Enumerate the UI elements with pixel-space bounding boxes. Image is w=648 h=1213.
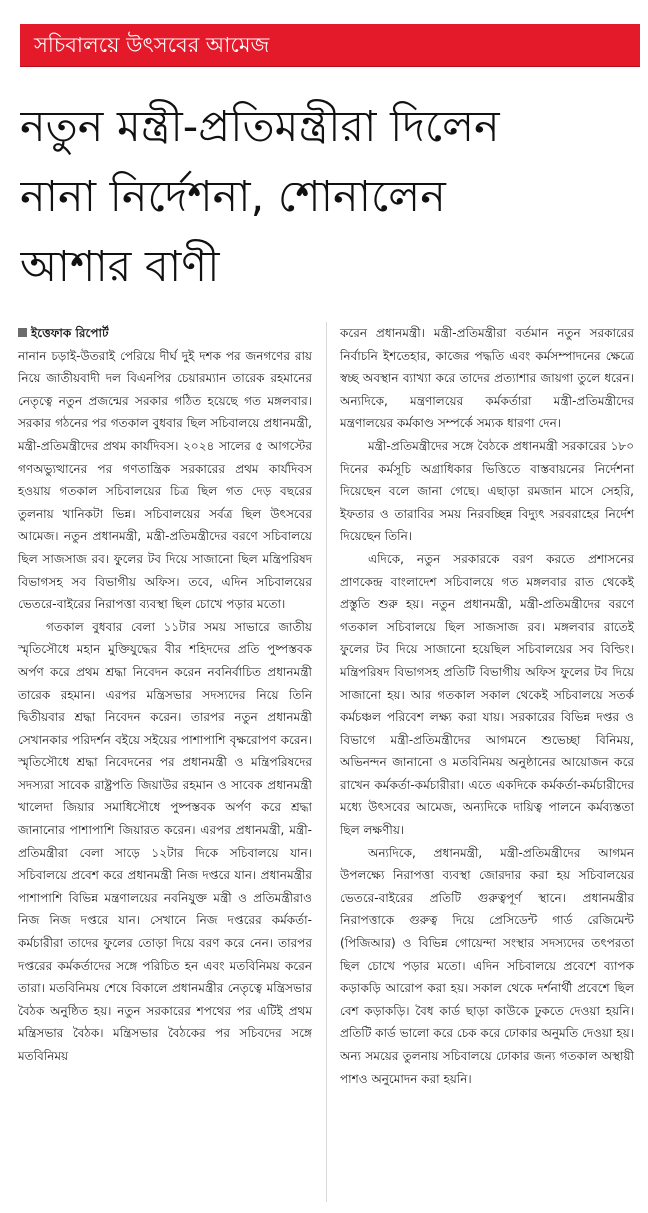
section-label: সচিবালয়ে উৎসবের আমেজ bbox=[34, 33, 270, 57]
column-divider bbox=[326, 322, 327, 1202]
byline-text: ইত্তেফাক রিপোর্ট bbox=[31, 326, 109, 340]
right-paragraph-2: মন্ত্রী-প্রতিমন্ত্রীদের সঙ্গে বৈঠকে প্রধানমন্ত্রী সরকারের ১৮০ দিনের কর্মসূচি অগ্রাধিকার ভিত্তিতে বাস্তবায়নের নির্দেশনা দিয়েছেন বলে জানা গেছে। এছাড়া রমজান মাসে সেহরি, ইফতার ও তারাবির সময় নিরবচ্ছিন্ন বিদ্যুৎ সরবরাহের নির্দেশ দিয়েছেন তিনি। bbox=[340, 438, 634, 544]
right-paragraph-1: করেন প্রধানমন্ত্রী। মন্ত্রী-প্রতিমন্ত্রীরা বর্তমান নতুন সরকারের নির্বাচনি ইশতেহার, কাজের পদ্ধতি এবং কর্মসম্পাদনের ক্ষেত্রে স্বচ্ছ অবস্থান ব্যাখ্যা করে তাদের প্রত্যাশার জায়গা তুলে ধরেন। অন্যদিকে, মন্ত্রণালয়ের কর্মকর্তারা মন্ত্রী-প্রতিমন্ত্রীদের মন্ত্রণালয়ের কর্মকাণ্ড সম্পর্কে সম্যক ধারণা দেন। bbox=[340, 326, 634, 431]
right-paragraph-4: অন্যদিকে, প্রধানমন্ত্রী, মন্ত্রী-প্রতিমন্ত্রীদের আগমন উপলক্ষ্যে নিরাপত্তা ব্যবস্থা জোরদার করা হয় সচিবালয়ের ভেতরে-বাইরের প্রতিটি গুরুত্বপূর্ণ স্থানে। প্রধানমন্ত্রীর নিরাপত্তাকে গুরুত্ব দিয়ে প্রেসিডেন্ট গার্ড রেজিমেন্ট (পিজিআর) ও বিভিন্ন গোয়েন্দা সংস্থার সদস্যদের তৎপরতা ছিল চোখে পড়ার মতো। এদিন সচিবালয়ে প্রবেশে ব্যাপক কড়াকড়ি আরোপ করা হয়। সকাল থেকে দর্শনার্থী প্রবেশে ছিল বেশ কড়াকড়ি। বৈধ কার্ড ছাড়া কাউকে ঢুকতে দেওয়া হয়নি। প্রতিটি কার্ড ভালো করে চেক করে ঢোকার অনুমতি দেওয়া হয়। অন্য সময়ের তুলনায় সচিবালয়ে ঢোকার জন্য গতকাল অস্থায়ী পাশও অনুমোদন করা হয়নি। bbox=[340, 845, 634, 1086]
left-paragraph-1: নানান চড়াই-উতরাই পেরিয়ে দীর্ঘ দুই দশক পর জনগণের রায় নিয়ে জাতীয়বাদী দল বিএনপির চেয়ারম্যান তারেক রহমানের নেতৃত্বে নতুন প্রজন্মের সরকার গঠিত হয়েছে গত মঙ্গলবার। সরকার গঠনের পর গতকাল বুধবার ছিল সচিবালয়ে প্রধানমন্ত্রী, মন্ত্রী-প্রতিমন্ত্রীদের প্রথম কার্যদিবস। ২০২৪ সালের ৫ আগস্টের গণঅভ্যুত্থানের পর গণতান্ত্রিক সরকারের প্রথম কার্যদিবস হওয়ায় গতকাল সচিবালয়ের চিত্র ছিল গত দেড় বছরের তুলনায় খানিকটা ভিন্ন। সচিবালয়ের সর্বত্র ছিল উৎসবের আমেজ। নতুন প্রধানমন্ত্রী, মন্ত্রী-প্রতিমন্ত্রীদের বরণে সচিবালয়ে ছিল সাজসাজ রব। ফুলের টব দিয়ে সাজানো ছিল মন্ত্রিপরিষদ বিভাগসহ সব বিভাগীয় অফিস। তবে, এদিন সচিবালয়ের ভেতরে-বাইরের নিরাপত্তা ব্যবস্থা ছিল চোখে পড়ার মতো। bbox=[18, 348, 312, 612]
article-column-left bbox=[18, 322, 312, 1068]
byline bbox=[18, 322, 312, 345]
byline-square-icon bbox=[18, 328, 27, 337]
left-paragraph-2: গতকাল বুধবার বেলা ১১টার সময় সাভারে জাতীয় স্মৃতিসৌধে মহান মুক্তিযুদ্ধের বীর শহিদদের প্রতি পুষ্পস্তবক অর্পণ করে প্রথম শ্রদ্ধা নিবেদন করেন নবনির্বাচিত প্রধানমন্ত্রী তারেক রহমান। এরপর মন্ত্রিসভার সদস্যদের নিয়ে তিনি দ্বিতীয়বার শ্রদ্ধা নিবেদন করেন। তারপর নতুন প্রধানমন্ত্রী সেখানকার পরিদর্শন বইয়ে সইয়ের পাশাপাশি বৃক্ষরোপণ করেন। স্মৃতিসৌধে শ্রদ্ধা নিবেদনের পর প্রধানমন্ত্রী ও মন্ত্রিপরিষদের সদস্যরা সাবেক রাষ্ট্রপতি জিয়াউর রহমান ও সাবেক প্রধানমন্ত্রী খালেদা জিয়ার সমাধিসৌধে পুষ্পস্তবক অর্পণ করে শ্রদ্ধা জানানোর পাশাপাশি জিয়ারত করেন। এরপর প্রধানমন্ত্রী, মন্ত্রী-প্রতিমন্ত্রীরা বেলা সাড়ে ১২টার দিকে সচিবালয়ে যান। সচিবালয়ে প্রবেশ করে প্রধানমন্ত্রী নিজ দপ্তরে যান। প্রধানমন্ত্রীর পাশাপাশি বিভিন্ন মন্ত্রণালয়ের নবনিযুক্ত মন্ত্রী ও প্রতিমন্ত্রীরাও নিজ নিজ দপ্তরে যান। সেখানে নিজ দপ্তরের কর্মকর্তা-কর্মচারীরা তাদের ফুলের তোড়া দিয়ে বরণ করে নেন। তারপর দপ্তরের কর্মকর্তাদের সঙ্গে পরিচিত হন এবং মতবিনিময় করেন তারা। মতবিনিময় শেষে বিকালে প্রধানমন্ত্রীর নেতৃত্বে মন্ত্রিসভার বৈঠক অনুষ্ঠিত হয়। নতুন সরকারের শপথের পর এটিই প্রথম মন্ত্রিসভার বৈঠক। মন্ত্রিসভার বৈঠকের পর সচিবদের সঙ্গে মতবিনিময় bbox=[18, 619, 312, 1063]
right-paragraph-3: এদিকে, নতুন সরকারকে বরণ করতে প্রশাসনের প্রাণকেন্দ্র বাংলাদেশ সচিবালয়ে গত মঙ্গলবার রাত থেকেই প্রস্তুতি শুরু হয়। নতুন প্রধানমন্ত্রী, মন্ত্রী-প্রতিমন্ত্রীদের বরণে গতকাল সচিবালয়ে ছিল সাজসাজ রব। মঙ্গলবার রাতেই ফুলের টব দিয়ে সাজানো হয়েছিল সচিবালয়ের সব বিল্ডিং। মন্ত্রিপরিষদ বিভাগসহ প্রতিটি বিভাগীয় অফিস ফুলের টব দিয়ে সাজানো হয়। আর গতকাল সকাল থেকেই সচিবালয়ে সতর্ক কর্মচঞ্চল পরিবেশ লক্ষ্য করা যায়। সরকারের বিভিন্ন দপ্তর ও বিভাগে মন্ত্রী-প্রতিমন্ত্রীদের আগমনে শুভেচ্ছা বিনিময়, অভিনন্দন জানানো ও মতবিনিময় অনুষ্ঠানের আয়োজন করে রাখেন কর্মকর্তা-কর্মচারীরা। এতে একদিকে কর্মকর্তা-কর্মচারীদের মধ্যে উৎসবের আমেজ, অন্যদিকে দায়িত্ব পালনে কর্মব্যস্ততা ছিল লক্ষণীয়। bbox=[340, 551, 634, 838]
headline-line-3: আশার বাণী bbox=[20, 242, 220, 292]
headline-line-2: নানা নির্দেশনা, শোনালেন bbox=[20, 172, 446, 222]
article-column-right bbox=[340, 322, 634, 1090]
section-banner bbox=[20, 24, 640, 67]
headline-line-1: নতুন মন্ত্রী-প্রতিমন্ত্রীরা দিলেন bbox=[20, 102, 500, 152]
headline bbox=[20, 92, 642, 302]
